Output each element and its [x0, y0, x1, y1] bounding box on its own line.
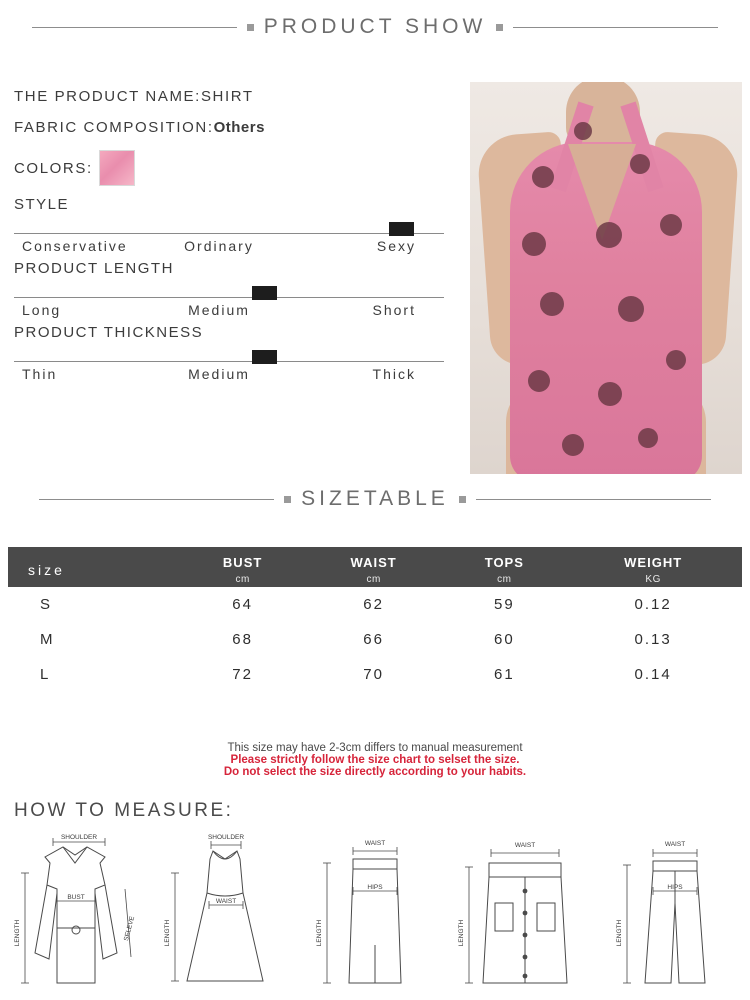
svg-text:LENGTH: LENGTH — [458, 919, 465, 947]
cell-size: L — [40, 666, 50, 683]
polka-dot — [660, 214, 682, 236]
polka-dot — [638, 428, 658, 448]
col-header-bust — [182, 547, 303, 587]
col-header-weight-unit: KG — [645, 574, 661, 585]
color-swatch-pink[interactable] — [99, 150, 135, 186]
how-to-measure-title: HOW TO MEASURE: — [14, 800, 234, 821]
polka-dot — [618, 296, 644, 322]
measure-figures — [0, 830, 750, 998]
figure-dress — [155, 833, 295, 998]
svg-text:HIPS: HIPS — [367, 884, 383, 891]
cell-bust: 68 — [232, 631, 253, 648]
cell-tops: 60 — [493, 631, 515, 648]
svg-text:SHOULDER: SHOULDER — [60, 834, 98, 841]
cell-weight: 0.12 — [634, 596, 672, 613]
cell-size: S — [40, 596, 52, 613]
section-header-size-table — [0, 487, 750, 511]
scale-thickness-ticks — [14, 366, 444, 382]
rule-left — [32, 27, 237, 28]
col-header-weight — [564, 547, 742, 587]
rule-left — [39, 499, 274, 500]
product-name-row — [14, 88, 464, 105]
scale-style-label: STYLE — [14, 196, 70, 213]
col-header-waist — [303, 547, 444, 587]
cell-size: M — [40, 631, 54, 648]
scale-style-tick-2: Sexy — [376, 238, 416, 254]
polka-dot — [532, 166, 554, 188]
rule-right — [476, 499, 711, 500]
polka-dot — [596, 222, 622, 248]
svg-text:LENGTH: LENGTH — [164, 919, 171, 947]
product-name-label: THE PRODUCT NAME: — [14, 88, 201, 105]
col-header-tops — [444, 547, 564, 587]
cell-weight: 0.13 — [634, 631, 672, 648]
svg-text:WAIST: WAIST — [364, 840, 386, 847]
note-habits: Do not select the size directly according to your habits. — [223, 766, 527, 778]
cell-bust: 64 — [232, 596, 253, 613]
scale-thickness-label: PRODUCT THICKNESS — [14, 324, 204, 341]
size-table-header-row — [8, 547, 742, 587]
cell-bust: 72 — [232, 666, 253, 683]
scale-style-tick-0: Conservative — [22, 238, 128, 254]
note-measurement: This size may have 2-3cm differs to manual measurement — [227, 742, 523, 754]
figure-pants — [605, 833, 745, 998]
cell-waist: 66 — [363, 631, 384, 648]
scale-length — [14, 260, 464, 318]
scale-style-tick-1: Ordinary — [184, 238, 254, 254]
polka-dot — [528, 370, 550, 392]
figure-short-skirt — [455, 833, 595, 998]
note-follow-chart: Please strictly follow the size chart to selset the size. — [230, 754, 520, 766]
scale-length-marker — [252, 286, 277, 300]
square-bullet-left — [247, 24, 254, 31]
col-header-tops-label: TOPS — [484, 555, 524, 570]
col-header-bust-unit: cm — [235, 574, 250, 585]
polka-dot — [540, 292, 564, 316]
scale-thickness-bar[interactable] — [14, 347, 444, 362]
fabric-row — [14, 119, 464, 136]
fabric-label: FABRIC COMPOSITION: — [14, 119, 214, 136]
scale-length-tick-1: Medium — [188, 302, 250, 318]
section-header-product-show — [0, 15, 750, 39]
table-row — [8, 622, 742, 657]
scale-length-ticks — [14, 302, 444, 318]
size-table — [8, 547, 742, 692]
scale-style — [14, 196, 464, 254]
scale-length-bar[interactable] — [14, 283, 444, 298]
polka-dot — [598, 382, 622, 406]
scale-length-tick-0: Long — [22, 302, 62, 318]
svg-text:WAIST: WAIST — [514, 842, 536, 849]
cell-weight: 0.14 — [634, 666, 672, 683]
colors-label: COLORS: — [14, 159, 93, 177]
cell-waist: 70 — [363, 666, 384, 683]
scale-thickness-tick-1: Medium — [188, 366, 250, 382]
rule-right — [513, 27, 718, 28]
scale-length-label: PRODUCT LENGTH — [14, 260, 174, 277]
polka-dot — [666, 350, 686, 370]
section-title: SIZETABLE — [301, 487, 449, 510]
product-photo — [470, 82, 742, 474]
figure-shirt — [5, 833, 145, 998]
svg-text:LENGTH: LENGTH — [14, 919, 21, 947]
square-bullet-right — [496, 24, 503, 31]
cell-tops: 59 — [493, 596, 515, 613]
size-table-body — [8, 587, 742, 692]
cell-waist: 62 — [363, 596, 384, 613]
col-header-size-label: size — [28, 562, 65, 578]
square-bullet-left — [284, 496, 291, 503]
svg-text:WAIST: WAIST — [664, 841, 686, 848]
section-title: PRODUCT SHOW — [263, 15, 487, 38]
scale-length-tick-2: Short — [372, 302, 416, 318]
scale-style-marker — [389, 222, 414, 236]
col-header-bust-label: BUST — [222, 555, 263, 570]
polka-dot — [562, 434, 584, 456]
svg-text:SELEVE: SELEVE — [122, 915, 137, 942]
col-header-size — [8, 547, 182, 587]
cell-tops: 61 — [493, 666, 515, 683]
svg-text:LENGTH: LENGTH — [316, 919, 323, 947]
scale-thickness — [14, 324, 464, 382]
svg-text:BUST: BUST — [67, 894, 85, 901]
figure-long-skirt — [305, 833, 445, 998]
col-header-waist-label: WAIST — [350, 555, 397, 570]
svg-text:HIPS: HIPS — [667, 884, 683, 891]
square-bullet-right — [459, 496, 466, 503]
size-table-head — [8, 547, 742, 587]
col-header-tops-unit: cm — [497, 574, 512, 585]
svg-text:LENGTH: LENGTH — [616, 919, 623, 947]
product-info — [14, 88, 464, 382]
table-row — [8, 587, 742, 622]
product-name-value: SHIRT — [200, 88, 254, 105]
polka-dot — [630, 154, 650, 174]
fabric-value: Others — [213, 119, 265, 136]
table-row — [8, 657, 742, 692]
scale-thickness-marker — [252, 350, 277, 364]
scale-thickness-tick-2: Thick — [372, 366, 416, 382]
svg-text:SHOULDER: SHOULDER — [207, 834, 245, 841]
polka-dot — [574, 122, 592, 140]
polka-dot — [522, 232, 546, 256]
size-table-notes — [0, 742, 750, 778]
scale-style-ticks — [14, 238, 444, 254]
col-header-waist-unit: cm — [366, 574, 381, 585]
colors-row — [14, 150, 464, 186]
scale-style-bar[interactable] — [14, 219, 444, 234]
scale-thickness-tick-0: Thin — [22, 366, 58, 382]
svg-text:WAIST: WAIST — [215, 898, 237, 905]
col-header-weight-label: WEIGHT — [624, 555, 683, 570]
